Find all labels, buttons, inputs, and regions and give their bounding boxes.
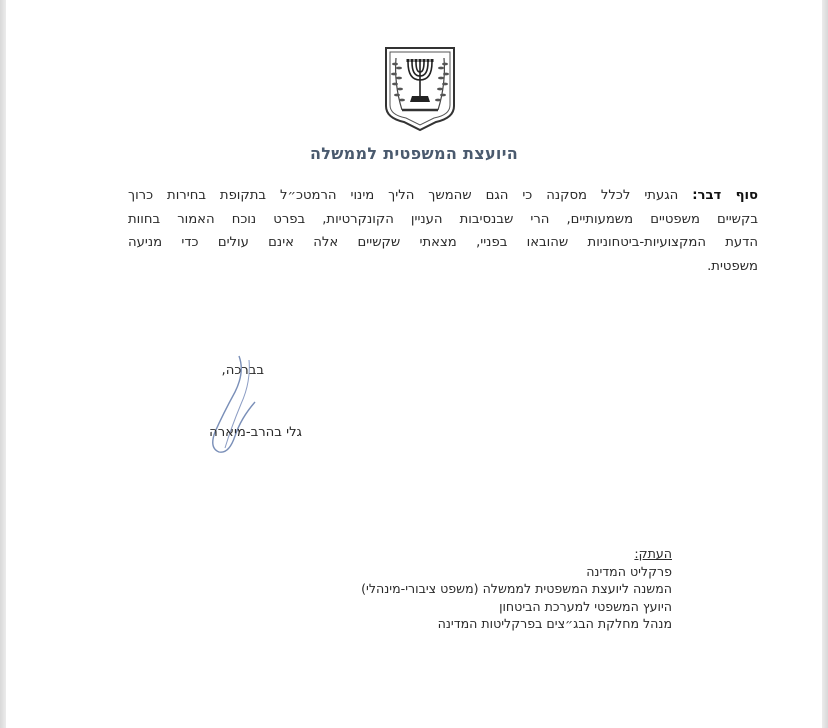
- body-paragraph: [128, 184, 758, 278]
- cc-recipient: היועץ המשפטי למערכת הביטחון: [499, 598, 672, 614]
- signer-name: גלי בהרב-מיארה: [209, 425, 302, 440]
- body-lead: סוף דבר:: [692, 188, 758, 203]
- body-line-2: בקשיים משפטיים משמעותיים, הרי שבנסיבות העניין הקונקרטיות, בפרט נוכח האמור בחוות: [128, 211, 758, 227]
- cc-label: העתק:: [634, 546, 672, 561]
- body-line-3: הדעת המקצועיות-ביטחוניות שהובאו בפניי, מצאתי שקשיים אלה אינם עולים כדי מניעה: [128, 235, 758, 250]
- page-edge-left: [0, 0, 6, 728]
- body-line-4: משפטית.: [707, 258, 758, 274]
- cc-list: [300, 545, 672, 633]
- page-title: היועצת המשפטית לממשלה: [309, 144, 519, 163]
- closing-greeting: בברכה,: [221, 363, 264, 378]
- body-line-1: סוף דבר: הגעתי לכלל מסקנה כי הגם שהמשך הליך מינוי הרמטכ״ל בתקופת בחירות כרוך: [128, 188, 758, 203]
- cc-recipient: המשנה ליועצת המשפטית לממשלה (משפט ציבורי-מינהלי): [361, 581, 672, 596]
- page-edge-right: [822, 0, 828, 728]
- handwritten-signature-icon: [205, 352, 265, 457]
- cc-recipient: מנהל מחלקת הבג״צים בפרקליטות המדינה: [437, 616, 672, 631]
- state-of-israel-emblem-icon: [380, 44, 460, 132]
- cc-recipient: פרקליט המדינה: [586, 563, 672, 579]
